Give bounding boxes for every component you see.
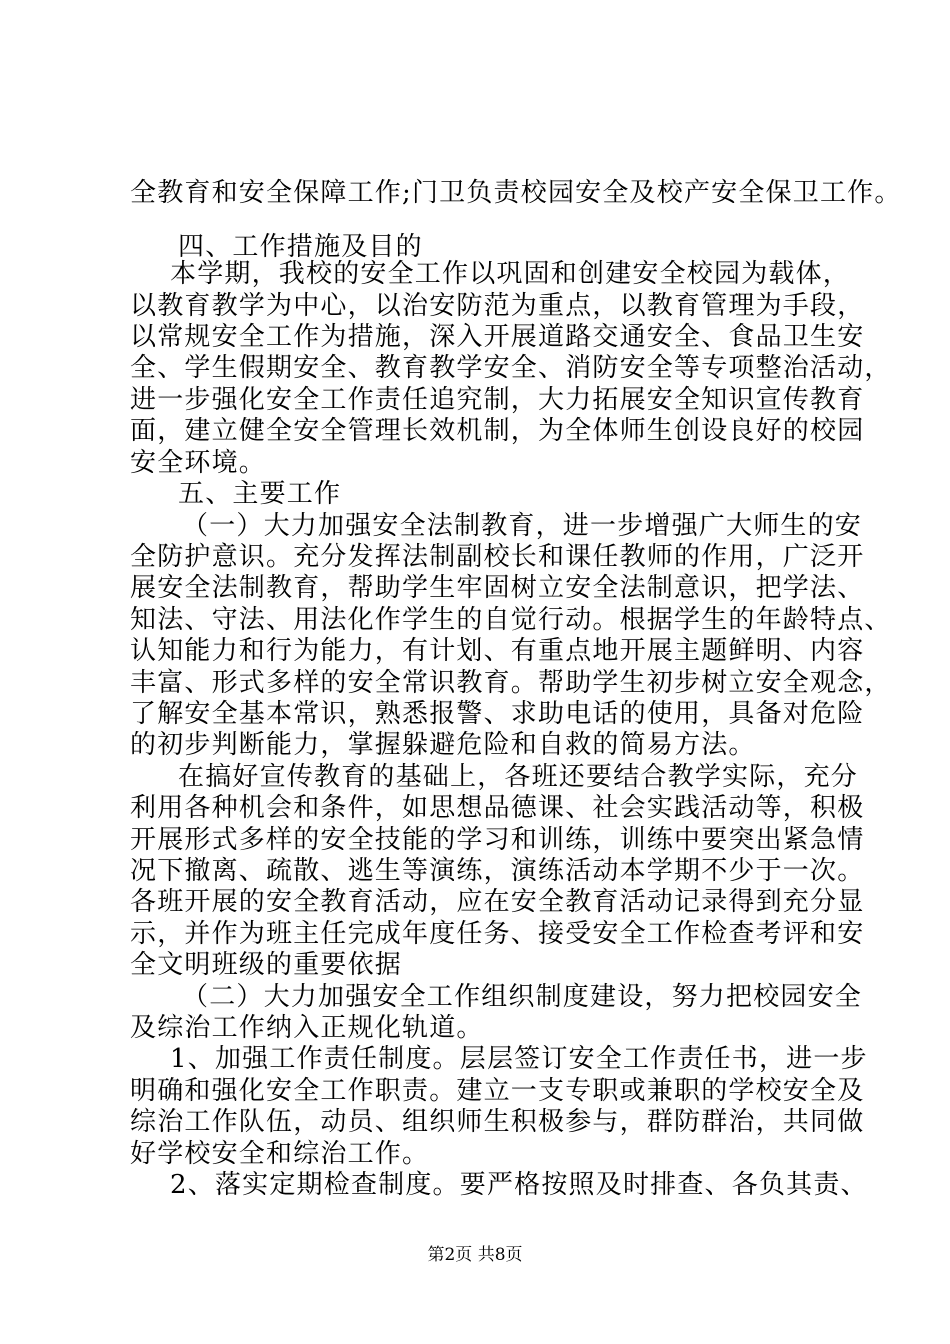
text-line: 及综治工作纳入正规化轨道。 <box>130 1013 484 1043</box>
text-line: 丰富、形式多样的安全常识教育。帮助学生初步树立安全观念， <box>130 668 892 698</box>
text-line: 全教育和安全保障工作;门卫负责校园安全及校产安全保卫工作。 <box>130 178 902 208</box>
text-line: 利用各种机会和条件，如思想品德课、社会实践活动等，积极 <box>130 793 865 823</box>
text-line: 好学校安全和综治工作。 <box>130 1139 430 1169</box>
text-line: 本学期，我校的安全工作以巩固和创建安全校园为载体， <box>170 259 851 289</box>
text-line: 全、学生假期安全、教育教学安全、消防安全等专项整治活动， <box>130 353 892 383</box>
text-line: 面，建立健全安全管理长效机制，为全体师生创设良好的校园 <box>130 416 865 446</box>
text-line: （二）大力加强安全工作组织制度建设，努力把校园安全 <box>182 982 863 1012</box>
text-line: 的初步判断能力，掌握躲避危险和自救的简易方法。 <box>130 730 756 760</box>
text-line: 以常规安全工作为措施，深入开展道路交通安全、食品卫生安 <box>130 322 865 352</box>
text-line: 在搞好宣传教育的基础上，各班还要结合教学实际，充分 <box>178 762 859 792</box>
text-line: 明确和强化安全工作职责。建立一支专职或兼职的学校安全及 <box>130 1076 865 1106</box>
page-footer: 第2页 共8页 <box>427 1245 523 1265</box>
text-line: 认知能力和行为能力，有计划、有重点地开展主题鲜明、内容 <box>130 636 865 666</box>
text-line: 全防护意识。充分发挥法制副校长和课任教师的作用，广泛开 <box>130 542 865 572</box>
text-line: 进一步强化安全工作责任追究制，大力拓展安全知识宣传教育 <box>130 385 865 415</box>
text-line: 以教育教学为中心，以治安防范为重点，以教育管理为手段， <box>130 291 865 321</box>
text-line: 开展形式多样的安全技能的学习和训练，训练中要突出紧急情 <box>130 825 865 855</box>
text-line: 安全环境。 <box>130 448 267 478</box>
text-line: 了解安全基本常识，熟悉报警、求助电话的使用，具备对危险 <box>130 699 865 729</box>
text-line: 全文明班级的重要依据 <box>130 950 403 980</box>
section-heading: 四、工作措施及目的 <box>178 232 423 262</box>
text-line: 综治工作队伍，动员、组织师生积极参与，群防群治，共同做 <box>130 1107 865 1137</box>
text-line: 展安全法制教育，帮助学生牢固树立安全法制意识，把学法、 <box>130 573 865 603</box>
text-line: 各班开展的安全教育活动，应在安全教育活动记录得到充分显 <box>130 887 865 917</box>
text-line: 况下撤离、疏散、逃生等演练，演练活动本学期不少于一次。 <box>130 856 865 886</box>
text-line: 示，并作为班主任完成年度任务、接受安全工作检查考评和安 <box>130 919 865 949</box>
text-line: 1、加强工作责任制度。层层签订安全工作责任书，进一步 <box>170 1044 868 1074</box>
text-line: （一）大力加强安全法制教育，进一步增强广大师生的安 <box>182 511 863 541</box>
text-line: 2、落实定期检查制度。要严格按照及时排查、各负其责、 <box>170 1170 868 1200</box>
text-line: 知法、守法、用法化作学生的自觉行动。根据学生的年龄特点、 <box>130 605 892 635</box>
section-heading: 五、主要工作 <box>178 479 342 509</box>
